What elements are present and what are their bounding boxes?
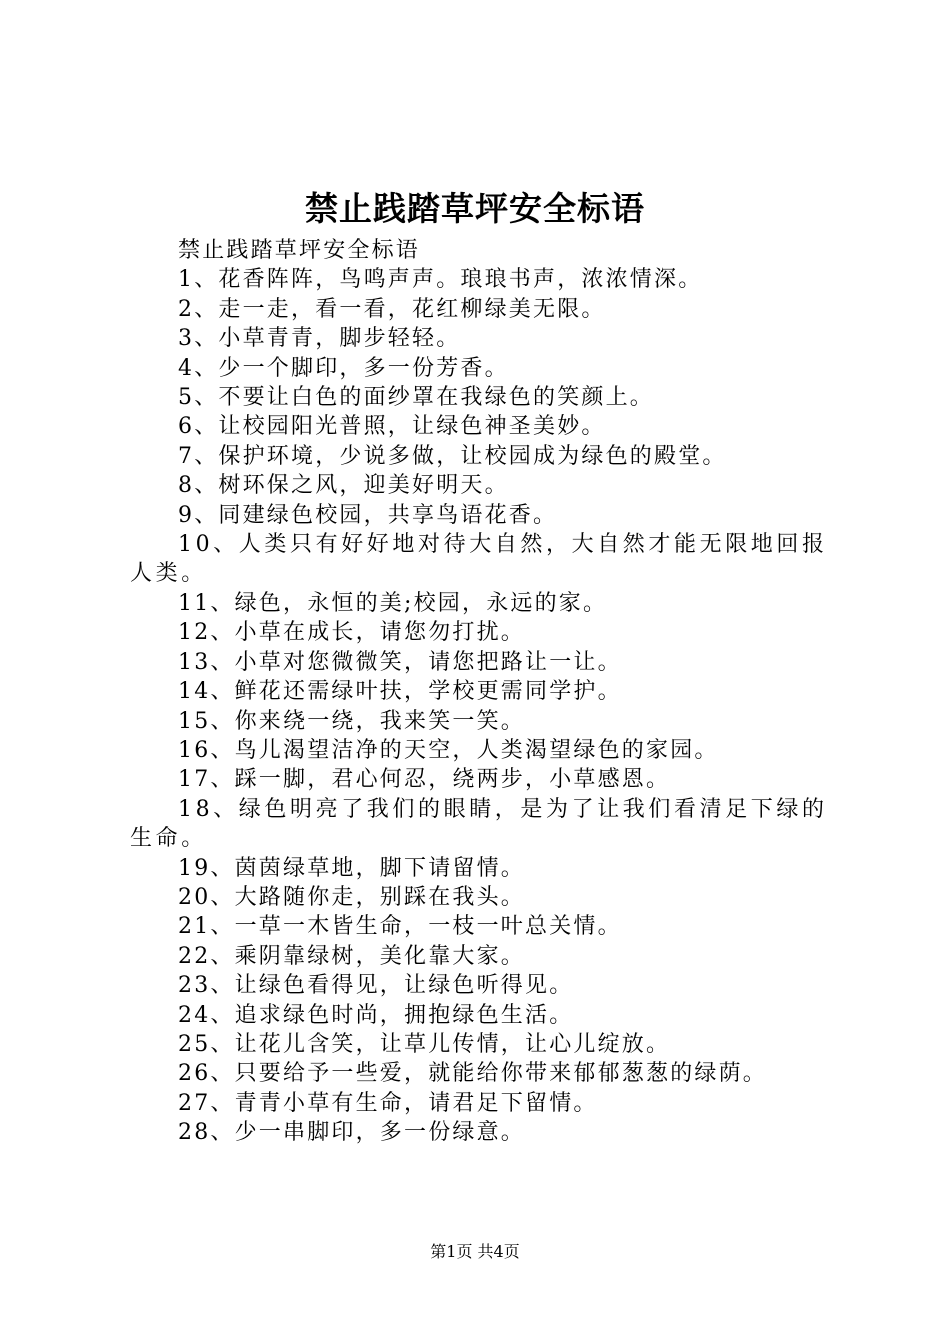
paragraph: 21、一草一木皆生命，一枝一叶总关情。	[178, 914, 622, 940]
paragraph: 2、走一走，看一看，花红柳绿美无限。	[178, 296, 606, 322]
document-title: 禁止践踏草坪安全标语	[305, 189, 645, 228]
paragraph: 25、让花儿含笑，让草儿传情，让心儿绽放。	[178, 1031, 671, 1057]
paragraph: 10、人类只有好好地对待大自然，大自然才能无限地回报人类。	[130, 532, 828, 587]
paragraph: 26、只要给予一些爱，就能给你带来郁郁葱葱的绿荫。	[178, 1061, 767, 1087]
paragraph: 18、绿色明亮了我们的眼睛，是为了让我们看清足下绿的生命。	[130, 796, 828, 852]
paragraph: 1、花香阵阵，鸟鸣声声。琅琅书声，浓浓情深。	[178, 267, 703, 293]
document-body	[130, 236, 840, 1148]
paragraph: 7、保护环境，少说多做，让校园成为绿色的殿堂。	[178, 443, 727, 469]
paragraph: 11、绿色，永恒的美;校园，永远的家。	[178, 590, 608, 616]
paragraph: 24、追求绿色时尚，拥抱绿色生活。	[178, 1002, 574, 1028]
paragraph: 4、少一个脚印，多一份芳香。	[178, 355, 509, 381]
paragraph: 20、大路随你走，别踩在我头。	[178, 884, 525, 910]
paragraph: 禁止践踏草坪安全标语	[178, 238, 421, 263]
paragraph: 23、让绿色看得见，让绿色听得见。	[178, 973, 574, 999]
paragraph: 13、小草对您微微笑，请您把路让一让。	[178, 649, 622, 675]
paragraph: 9、同建绿色校园，共享鸟语花香。	[178, 502, 558, 528]
paragraph: 12、小草在成长，请您勿打扰。	[178, 620, 525, 646]
paragraph: 3、小草青青，脚步轻轻。	[178, 326, 461, 352]
paragraph: 16、鸟儿渴望洁净的天空，人类渴望绿色的家园。	[178, 737, 719, 763]
paragraph: 22、乘阴靠绿树，美化靠大家。	[178, 943, 525, 969]
paragraph: 14、鲜花还需绿叶扶，学校更需同学护。	[178, 679, 622, 705]
paragraph: 28、少一串脚印，多一份绿意。	[178, 1120, 525, 1146]
paragraph: 19、茵茵绿草地，脚下请留情。	[178, 855, 525, 881]
page-footer: 第1页 共4页	[430, 1242, 520, 1261]
paragraph: 8、树环保之风，迎美好明天。	[178, 473, 509, 499]
paragraph: 5、不要让白色的面纱罩在我绿色的笑颜上。	[178, 385, 654, 411]
paragraph: 15、你来绕一绕，我来笑一笑。	[178, 708, 525, 734]
paragraph: 17、踩一脚，君心何忍，绕两步，小草感恩。	[178, 767, 671, 793]
paragraph: 27、青青小草有生命，请君足下留情。	[178, 1090, 598, 1116]
paragraph: 6、让校园阳光普照，让绿色神圣美妙。	[178, 414, 606, 440]
